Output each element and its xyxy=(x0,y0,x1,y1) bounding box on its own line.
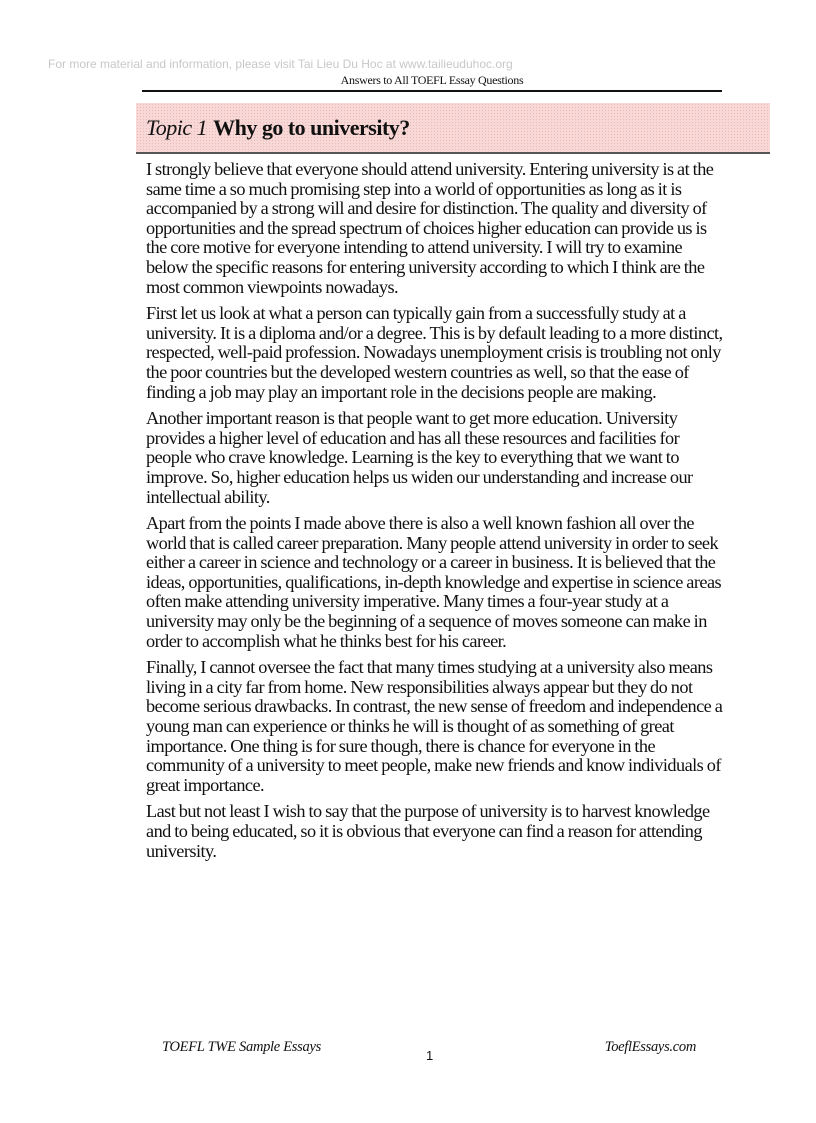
topic-banner xyxy=(136,103,770,154)
header-rule xyxy=(142,90,722,92)
footer-left-text: TOEFL TWE Sample Essays xyxy=(162,1039,321,1055)
watermark-text: For more material and information, please visit Tai Lieu Du Hoc at www.tailieuduhoc.org xyxy=(48,57,513,71)
running-header: Answers to All TOEFL Essay Questions xyxy=(340,73,524,87)
essay-paragraph-2: First let us look at what a person can typically gain from a successfully study at a university. It is a diploma and/or a degree. This is by default leading to a more distinct, respected, well-paid profession. Nowadays unemployment crisis is troubling not only the poor countries but the developed western countries as well, so that the ease of finding a job may play an important role in the decisions people are making. xyxy=(146,303,723,402)
essay-paragraph-6: Last but not least I wish to say that the purpose of university is to harvest knowledge and to being educated, so it is obvious that everyone can find a reason for attending university. xyxy=(146,801,710,861)
page-number: 1 xyxy=(426,1048,434,1063)
essay-paragraph-5: Finally, I cannot oversee the fact that many times studying at a university also means living in a city far from home. New responsibilities always appear but they do not become serious drawbacks. In contrast, the new sense of freedom and independence a young man can experience or thinks he will is thought of as something of great importance. One thing is for sure though, there is chance for everyone in the community of a university to meet people, make new friends and know individuals of great importance. xyxy=(146,657,723,795)
essay-paragraph-1: I strongly believe that everyone should attend university. Entering university is at the same time a so much promising step into a world of opportunities as long as it is accompanied by a strong will and desire for distinction. The quality and diversity of opportunities and the spread spectrum of choices higher education can provide us is the core motive for everyone intending to attend university. I will try to examine below the specific reasons for entering university according to which I think are the most common viewpoints nowadays. xyxy=(146,159,714,297)
topic-question: Why go to university? xyxy=(213,115,410,140)
essay-paragraph-3: Another important reason is that people want to get more education. University provides a higher level of education and has all these resources and facilities for people who crave knowledge. Learning is the key to everything that we want to improve. So, higher education helps us widen our understanding and increase our intellectual ability. xyxy=(146,408,693,507)
essay-body xyxy=(146,160,726,868)
footer-right-text: ToeflEssays.com xyxy=(604,1039,696,1055)
topic-label: Topic 1 xyxy=(146,115,208,140)
essay-paragraph-4: Apart from the points I made above there is also a well known fashion all over the world that is called career preparation. Many people attend university in order to seek either a career in science and technology or a career in business. It is believed that the ideas, opportunities, qualifications, in-depth knowledge and expertise in science areas often make attending university imperative. Many times a four-year study at a university may only be the beginning of a sequence of moves someone can make in order to accomplish what he thinks best for his career. xyxy=(146,513,722,651)
topic-title xyxy=(146,115,410,141)
